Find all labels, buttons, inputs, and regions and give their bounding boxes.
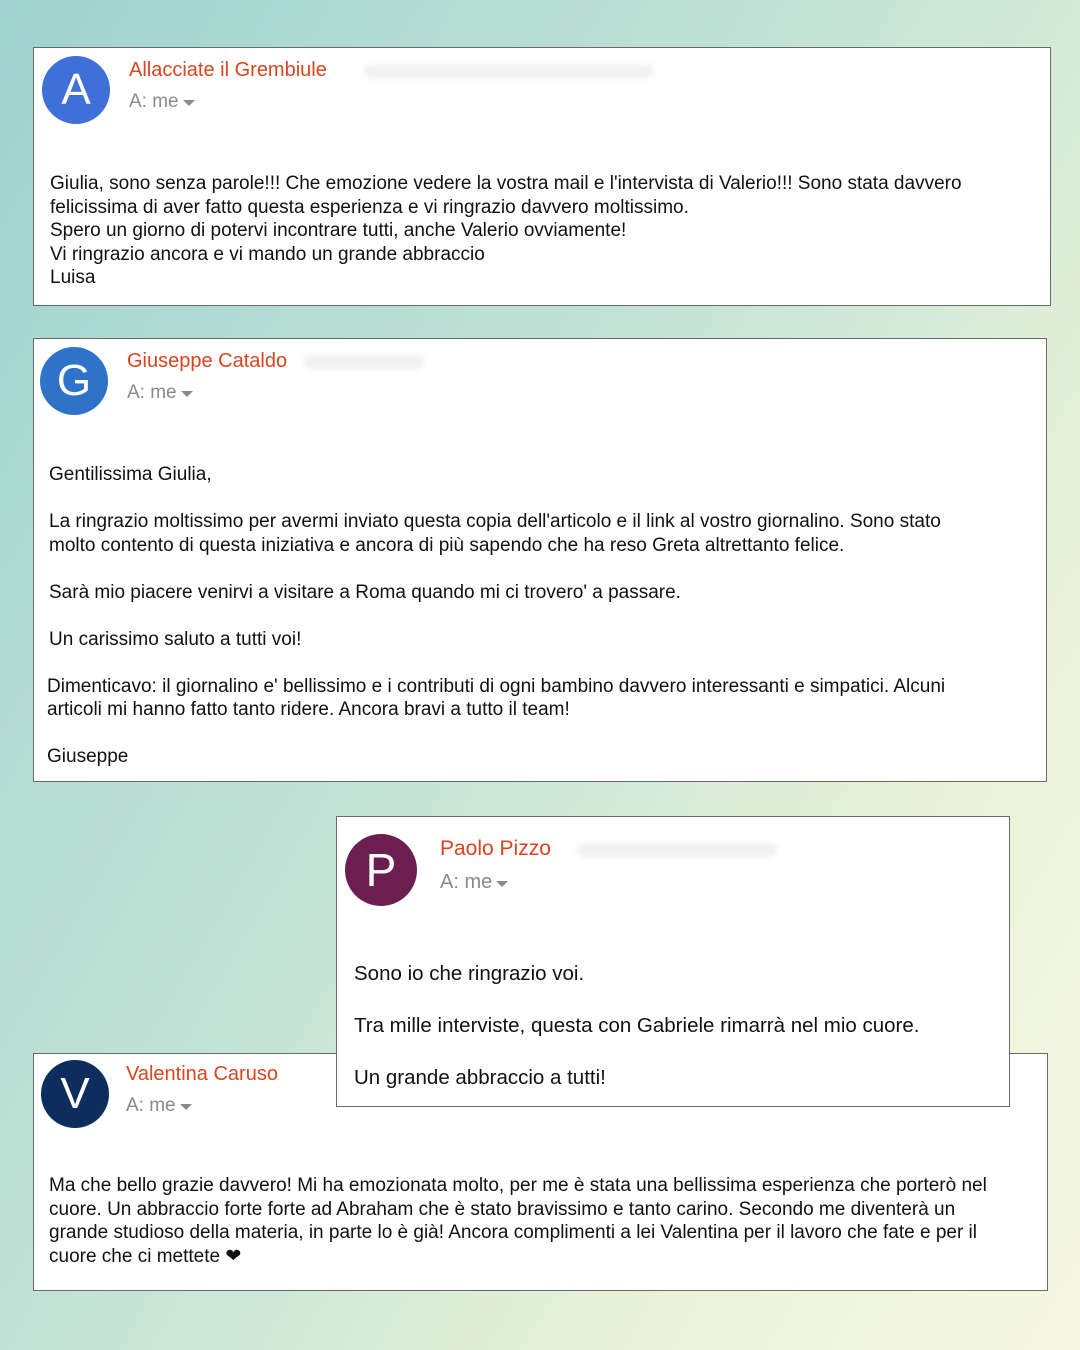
sender-name[interactable]: Giuseppe Cataldo xyxy=(127,350,288,372)
chevron-down-icon[interactable] xyxy=(183,100,195,106)
body-line: Spero un giorno di potervi incontrare tutti, anche Valerio ovviamente! xyxy=(50,220,627,241)
body-line: Un carissimo saluto a tutti voi! xyxy=(49,628,302,650)
sender-avatar: G xyxy=(40,347,108,415)
sender-avatar: P xyxy=(345,834,417,906)
recipient-dropdown[interactable] xyxy=(440,871,508,894)
sender-name[interactable]: Allacciate il Grembiule xyxy=(129,59,327,81)
recipient-dropdown[interactable] xyxy=(129,91,195,113)
body-line: Sarà mio piacere venirvi a visitare a Roma quando mi ci trovero' a passare. xyxy=(49,581,681,603)
chevron-down-icon[interactable] xyxy=(180,1104,192,1110)
body-line: cuore che ci mettete ❤ xyxy=(49,1245,242,1267)
email-body xyxy=(50,172,962,290)
recipient-label: A: me xyxy=(129,91,179,112)
redacted-address xyxy=(304,355,424,369)
email-card-paolo xyxy=(336,816,1010,1107)
body-line: cuore. Un abbraccio forte forte ad Abraham che è stato bravissimo e tanto carino. Secondo me diventerà un xyxy=(49,1198,956,1220)
sender-name[interactable]: Valentina Caruso xyxy=(126,1063,278,1085)
body-line: Ma che bello grazie davvero! Mi ha emozionata molto, per me è stata una bellissima esperienza che porterò nel xyxy=(49,1175,987,1196)
email-card-giuseppe xyxy=(33,338,1047,782)
body-line: Tra mille interviste, questa con Gabriele rimarrà nel mio cuore. xyxy=(354,1014,920,1037)
email-body xyxy=(49,1174,987,1268)
body-line: articoli mi hanno fatto tanto ridere. Ancora bravi a tutto il team! xyxy=(47,699,570,720)
body-line: Luisa xyxy=(50,267,96,288)
chevron-down-icon[interactable] xyxy=(496,881,508,887)
body-line: La ringrazio moltissimo per avermi inviato questa copia dell'articolo e il link al vostro giornalino. Sono stato xyxy=(49,511,941,532)
email-card-allacciate xyxy=(33,47,1051,306)
recipient-dropdown[interactable] xyxy=(127,382,193,404)
recipient-label: A: me xyxy=(127,382,177,403)
body-line: Vi ringrazio ancora e vi mando un grande abbraccio xyxy=(50,243,485,265)
redacted-address xyxy=(577,843,777,857)
greeting: Gentilissima Giulia, xyxy=(49,464,212,485)
signature: Giuseppe xyxy=(47,746,129,767)
recipient-label: A: me xyxy=(440,871,493,893)
sender-name[interactable]: Paolo Pizzo xyxy=(440,837,551,860)
sender-avatar: V xyxy=(41,1060,109,1128)
body-line: felicissima di aver fatto questa esperienza e vi ringrazio davvero moltissimo. xyxy=(50,196,689,218)
chevron-down-icon[interactable] xyxy=(181,391,193,397)
body-line: Un grande abbraccio a tutti! xyxy=(354,1066,606,1089)
body-line: grande studioso della materia, in parte lo è già! Ancora complimenti a lei Valentina per il lavoro che fate e per il xyxy=(49,1222,978,1243)
body-line: Dimenticavo: il giornalino e' bellissimo e i contributi di ogni bambino davvero interessanti e simpatici. Alcuni xyxy=(47,675,946,697)
body-line: Sono io che ringrazio voi. xyxy=(354,962,585,985)
email-body xyxy=(49,463,945,769)
email-body xyxy=(354,961,919,1091)
recipient-dropdown[interactable] xyxy=(126,1095,192,1117)
recipient-label: A: me xyxy=(126,1095,176,1116)
sender-avatar: A xyxy=(42,56,110,124)
redacted-address xyxy=(364,64,654,78)
body-line: Giulia, sono senza parole!!! Che emozione vedere la vostra mail e l'intervista di Valerio!!! Sono stata davvero xyxy=(50,173,962,194)
body-line: molto contento di questa iniziativa e ancora di più sapendo che ha reso Greta altrettanto felice. xyxy=(49,534,845,556)
